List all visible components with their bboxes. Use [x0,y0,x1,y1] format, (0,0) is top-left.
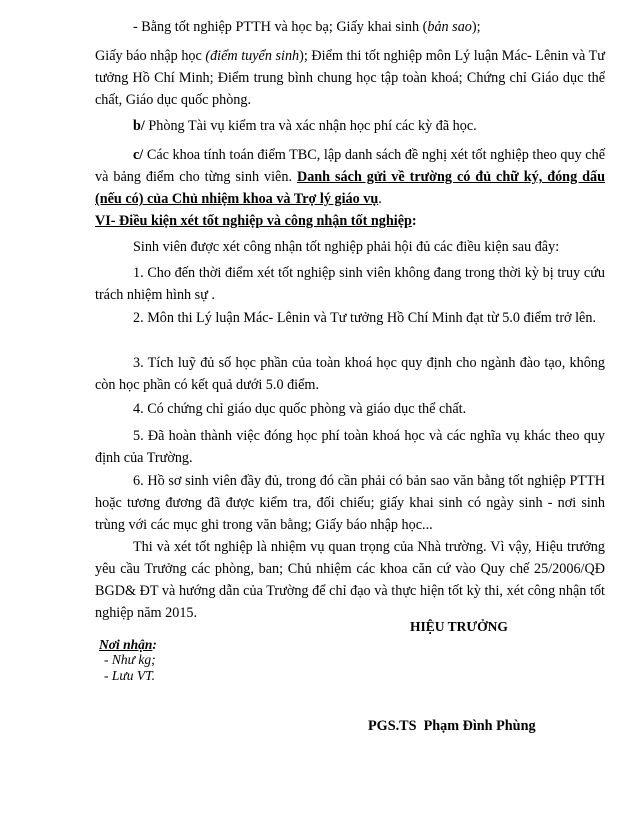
paragraph-faculties: c/ Các khoa tính toán điểm TBC, lập danh sách đề nghị xét tốt nghiệp theo quy chế và bảng điểm cho từng sinh viên. Danh sách gửi về trường có đủ chữ ký, đóng dấu (nếu có) của Chủ nhiệm khoa và Trợ lý giáo vụ. [95,147,605,207]
paragraph-docs: - Bằng tốt nghiệp PTTH và học bạ; Giấy khai sinh (bản sao); [133,19,481,35]
recipients-label: Nơi nhận: [99,637,157,652]
recipient-item: - Lưu VT. [104,668,155,683]
conditions-intro: Sinh viên được xét công nhận tốt nghiệp phải hội đủ các điều kiện sau đây: [133,239,560,255]
signature-title: HIỆU TRƯỞNG [410,619,508,634]
section-heading: VI- Điều kiện xét tốt nghiệp và công nhận tốt nghiệp: [95,213,417,229]
condition-item: 5. Đã hoàn thành việc đóng học phí toàn khoá học và các nghĩa vụ khác theo quy định của Trường. [95,428,605,466]
condition-item: 3. Tích luỹ đủ số học phần của toàn khoá học quy định cho ngành đào tạo, không còn học phần có kết quả dưới 5.0 điểm. [95,355,605,393]
condition-item: 4. Có chứng chỉ giáo dục quốc phòng và giáo dục thể chất. [133,401,467,417]
closing-paragraph: Thi và xét tốt nghiệp là nhiệm vụ quan trọng của Nhà trường. Vì vậy, Hiệu trưởng yêu cầu Trưởng các phòng, ban; Chủ nhiệm các khoa căn cứ vào Quy chế 25/2006/QĐ BGD& ĐT và hướng dẫn của Trường để chỉ đạo và thực hiện tốt kỳ thi, xét công nhận tốt nghiệp năm 2015. [95,539,605,621]
signer-name: PGS.TS Phạm Đình Phùng [368,718,536,734]
condition-item: 1. Cho đến thời điểm xét tốt nghiệp sinh viên không đang trong thời kỳ bị truy cứu trách nhiệm hình sự . [95,265,605,303]
condition-item: 6. Hồ sơ sinh viên đầy đủ, trong đó cần phải có bản sao văn bằng tốt nghiệp PTTH hoặc tương đương đã được kiểm tra, đối chiếu; giấy khai sinh có ngày sinh - nơi sinh trùng với các mục ghi trong văn bằng; Giấy báo nhập học... [95,473,605,533]
condition-item: 2. Môn thi Lý luận Mác- Lênin và Tư tưởng Hồ Chí Minh đạt từ 5.0 điểm trở lên. [133,310,596,326]
paragraph-admission: Giấy báo nhập học (điểm tuyển sinh); Điểm thi tốt nghiệp môn Lý luận Mác- Lênin và Tư tưởng Hồ Chí Minh; Điểm trung bình chung học tập toàn khoá; Chứng chỉ Giáo dục thể chất, Giáo dục quốc phòng. [95,48,605,108]
recipient-item: - Như kg; [104,652,156,667]
paragraph-finance: b/ Phòng Tài vụ kiểm tra và xác nhận học phí các kỳ đã học. [133,118,477,134]
